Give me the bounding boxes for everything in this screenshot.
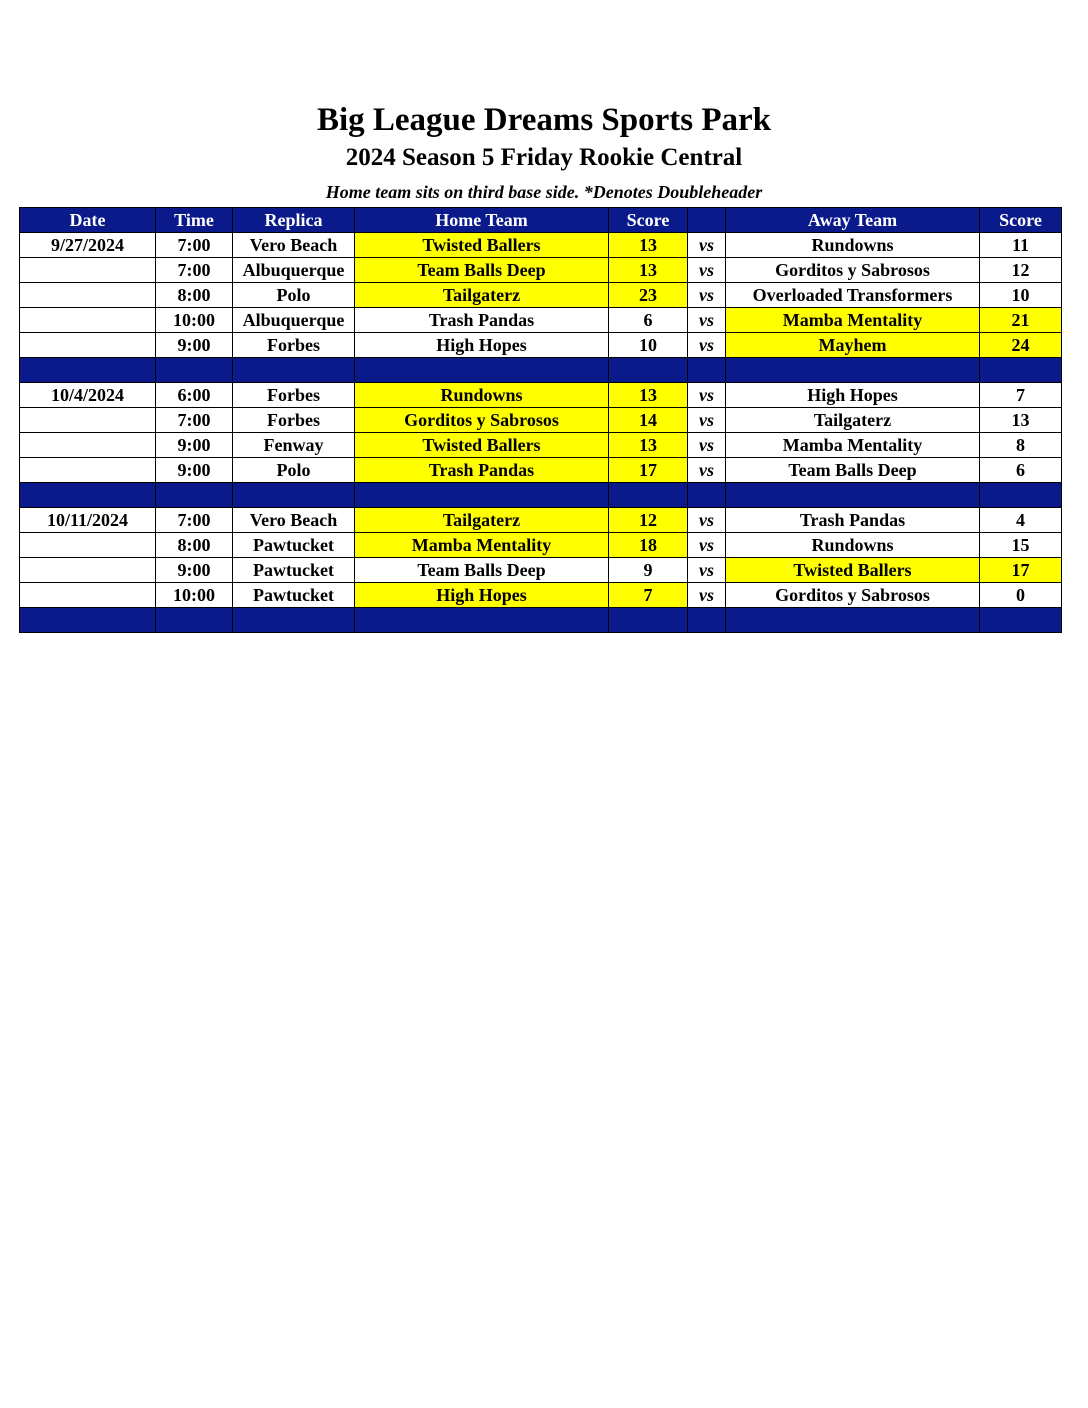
away-score-cell: 24 <box>980 333 1062 358</box>
home-score-cell: 17 <box>609 458 688 483</box>
page-subtitle: 2024 Season 5 Friday Rookie Central <box>345 144 743 171</box>
date-cell <box>20 533 156 558</box>
game-row <box>20 458 1062 483</box>
time-cell: 7:00 <box>156 408 233 433</box>
game-row <box>20 433 1062 458</box>
time-cell: 7:00 <box>156 233 233 258</box>
home-team-cell: Mamba Mentality <box>355 533 609 558</box>
col-header-away-team: Away Team <box>726 208 980 233</box>
away-team-cell: Mamba Mentality <box>726 433 980 458</box>
game-row <box>20 283 1062 308</box>
separator-row <box>20 358 1062 383</box>
away-score-cell: 12 <box>980 258 1062 283</box>
away-score-cell: 6 <box>980 458 1062 483</box>
schedule-table <box>19 207 1062 633</box>
time-cell: 8:00 <box>156 283 233 308</box>
vs-cell: vs <box>688 383 726 408</box>
away-team-cell: Rundowns <box>726 533 980 558</box>
separator-cell <box>980 608 1062 633</box>
separator-cell <box>355 483 609 508</box>
date-cell <box>20 283 156 308</box>
vs-cell: vs <box>688 283 726 308</box>
vs-cell: vs <box>688 333 726 358</box>
home-score-cell: 7 <box>609 583 688 608</box>
page-title: Big League Dreams Sports Park <box>316 102 772 138</box>
replica-cell: Albuquerque <box>233 258 355 283</box>
home-team-cell: Rundowns <box>355 383 609 408</box>
home-team-cell: High Hopes <box>355 333 609 358</box>
separator-row <box>20 483 1062 508</box>
schedule-body <box>20 233 1062 633</box>
vs-cell: vs <box>688 233 726 258</box>
date-cell: 10/11/2024 <box>20 508 156 533</box>
away-team-cell: Rundowns <box>726 233 980 258</box>
separator-cell <box>726 483 980 508</box>
away-team-cell: Trash Pandas <box>726 508 980 533</box>
separator-cell <box>726 608 980 633</box>
game-row <box>20 383 1062 408</box>
replica-cell: Fenway <box>233 433 355 458</box>
home-score-cell: 18 <box>609 533 688 558</box>
replica-cell: Polo <box>233 458 355 483</box>
date-cell: 10/4/2024 <box>20 383 156 408</box>
home-score-cell: 14 <box>609 408 688 433</box>
separator-cell <box>688 483 726 508</box>
home-team-cell: High Hopes <box>355 583 609 608</box>
home-team-cell: Twisted Ballers <box>355 433 609 458</box>
replica-cell: Vero Beach <box>233 508 355 533</box>
replica-cell: Forbes <box>233 333 355 358</box>
home-team-cell: Team Balls Deep <box>355 558 609 583</box>
home-score-cell: 13 <box>609 383 688 408</box>
time-cell: 8:00 <box>156 533 233 558</box>
separator-cell <box>355 358 609 383</box>
away-team-cell: Overloaded Transformers <box>726 283 980 308</box>
col-header-home-team: Home Team <box>355 208 609 233</box>
away-score-cell: 4 <box>980 508 1062 533</box>
replica-cell: Forbes <box>233 408 355 433</box>
col-header-date: Date <box>20 208 156 233</box>
separator-cell <box>156 483 233 508</box>
separator-cell <box>156 608 233 633</box>
separator-cell <box>156 358 233 383</box>
away-score-cell: 7 <box>980 383 1062 408</box>
away-team-cell: High Hopes <box>726 383 980 408</box>
separator-cell <box>980 358 1062 383</box>
vs-cell: vs <box>688 258 726 283</box>
replica-cell: Albuquerque <box>233 308 355 333</box>
separator-cell <box>688 608 726 633</box>
game-row <box>20 233 1062 258</box>
home-team-cell: Tailgaterz <box>355 508 609 533</box>
vs-cell: vs <box>688 433 726 458</box>
col-header-vs <box>688 208 726 233</box>
home-team-cell: Tailgaterz <box>355 283 609 308</box>
away-score-cell: 10 <box>980 283 1062 308</box>
time-cell: 6:00 <box>156 383 233 408</box>
game-row <box>20 333 1062 358</box>
replica-cell: Forbes <box>233 383 355 408</box>
header-note: Home team sits on third base side. *Denotes Doubleheader <box>325 182 763 202</box>
home-score-cell: 10 <box>609 333 688 358</box>
away-score-cell: 17 <box>980 558 1062 583</box>
separator-cell <box>20 358 156 383</box>
vs-cell: vs <box>688 308 726 333</box>
game-row <box>20 508 1062 533</box>
replica-cell: Polo <box>233 283 355 308</box>
home-team-cell: Team Balls Deep <box>355 258 609 283</box>
away-team-cell: Gorditos y Sabrosos <box>726 583 980 608</box>
game-row <box>20 583 1062 608</box>
separator-cell <box>609 483 688 508</box>
away-score-cell: 8 <box>980 433 1062 458</box>
away-team-cell: Mamba Mentality <box>726 308 980 333</box>
replica-cell: Vero Beach <box>233 233 355 258</box>
away-team-cell: Twisted Ballers <box>726 558 980 583</box>
date-cell <box>20 458 156 483</box>
col-header-home-score: Score <box>609 208 688 233</box>
date-cell <box>20 333 156 358</box>
date-cell: 9/27/2024 <box>20 233 156 258</box>
away-team-cell: Team Balls Deep <box>726 458 980 483</box>
home-team-cell: Trash Pandas <box>355 458 609 483</box>
away-score-cell: 0 <box>980 583 1062 608</box>
date-cell <box>20 258 156 283</box>
game-row <box>20 408 1062 433</box>
time-cell: 9:00 <box>156 333 233 358</box>
game-row <box>20 308 1062 333</box>
time-cell: 10:00 <box>156 308 233 333</box>
date-cell <box>20 433 156 458</box>
separator-cell <box>726 358 980 383</box>
vs-cell: vs <box>688 533 726 558</box>
vs-cell: vs <box>688 558 726 583</box>
separator-cell <box>688 358 726 383</box>
separator-cell <box>233 608 355 633</box>
away-team-cell: Gorditos y Sabrosos <box>726 258 980 283</box>
away-team-cell: Mayhem <box>726 333 980 358</box>
game-row <box>20 558 1062 583</box>
home-team-cell: Gorditos y Sabrosos <box>355 408 609 433</box>
col-header-away-score: Score <box>980 208 1062 233</box>
replica-cell: Pawtucket <box>233 558 355 583</box>
time-cell: 9:00 <box>156 458 233 483</box>
col-header-replica: Replica <box>233 208 355 233</box>
home-team-cell: Twisted Ballers <box>355 233 609 258</box>
separator-cell <box>980 483 1062 508</box>
date-cell <box>20 558 156 583</box>
away-team-cell: Tailgaterz <box>726 408 980 433</box>
home-score-cell: 9 <box>609 558 688 583</box>
game-row <box>20 533 1062 558</box>
away-score-cell: 13 <box>980 408 1062 433</box>
date-cell <box>20 308 156 333</box>
separator-cell <box>20 608 156 633</box>
vs-cell: vs <box>688 408 726 433</box>
vs-cell: vs <box>688 458 726 483</box>
game-row <box>20 258 1062 283</box>
time-cell: 7:00 <box>156 508 233 533</box>
vs-cell: vs <box>688 583 726 608</box>
home-score-cell: 13 <box>609 233 688 258</box>
col-header-time: Time <box>156 208 233 233</box>
time-cell: 9:00 <box>156 433 233 458</box>
home-score-cell: 12 <box>609 508 688 533</box>
home-score-cell: 23 <box>609 283 688 308</box>
separator-cell <box>233 483 355 508</box>
date-cell <box>20 583 156 608</box>
separator-cell <box>233 358 355 383</box>
time-cell: 7:00 <box>156 258 233 283</box>
replica-cell: Pawtucket <box>233 533 355 558</box>
time-cell: 10:00 <box>156 583 233 608</box>
home-score-cell: 13 <box>609 258 688 283</box>
separator-row <box>20 608 1062 633</box>
replica-cell: Pawtucket <box>233 583 355 608</box>
separator-cell <box>20 483 156 508</box>
home-score-cell: 13 <box>609 433 688 458</box>
header-row <box>20 208 1062 233</box>
home-team-cell: Trash Pandas <box>355 308 609 333</box>
date-cell <box>20 408 156 433</box>
separator-cell <box>609 358 688 383</box>
away-score-cell: 11 <box>980 233 1062 258</box>
home-score-cell: 6 <box>609 308 688 333</box>
away-score-cell: 21 <box>980 308 1062 333</box>
separator-cell <box>609 608 688 633</box>
time-cell: 9:00 <box>156 558 233 583</box>
away-score-cell: 15 <box>980 533 1062 558</box>
vs-cell: vs <box>688 508 726 533</box>
separator-cell <box>355 608 609 633</box>
